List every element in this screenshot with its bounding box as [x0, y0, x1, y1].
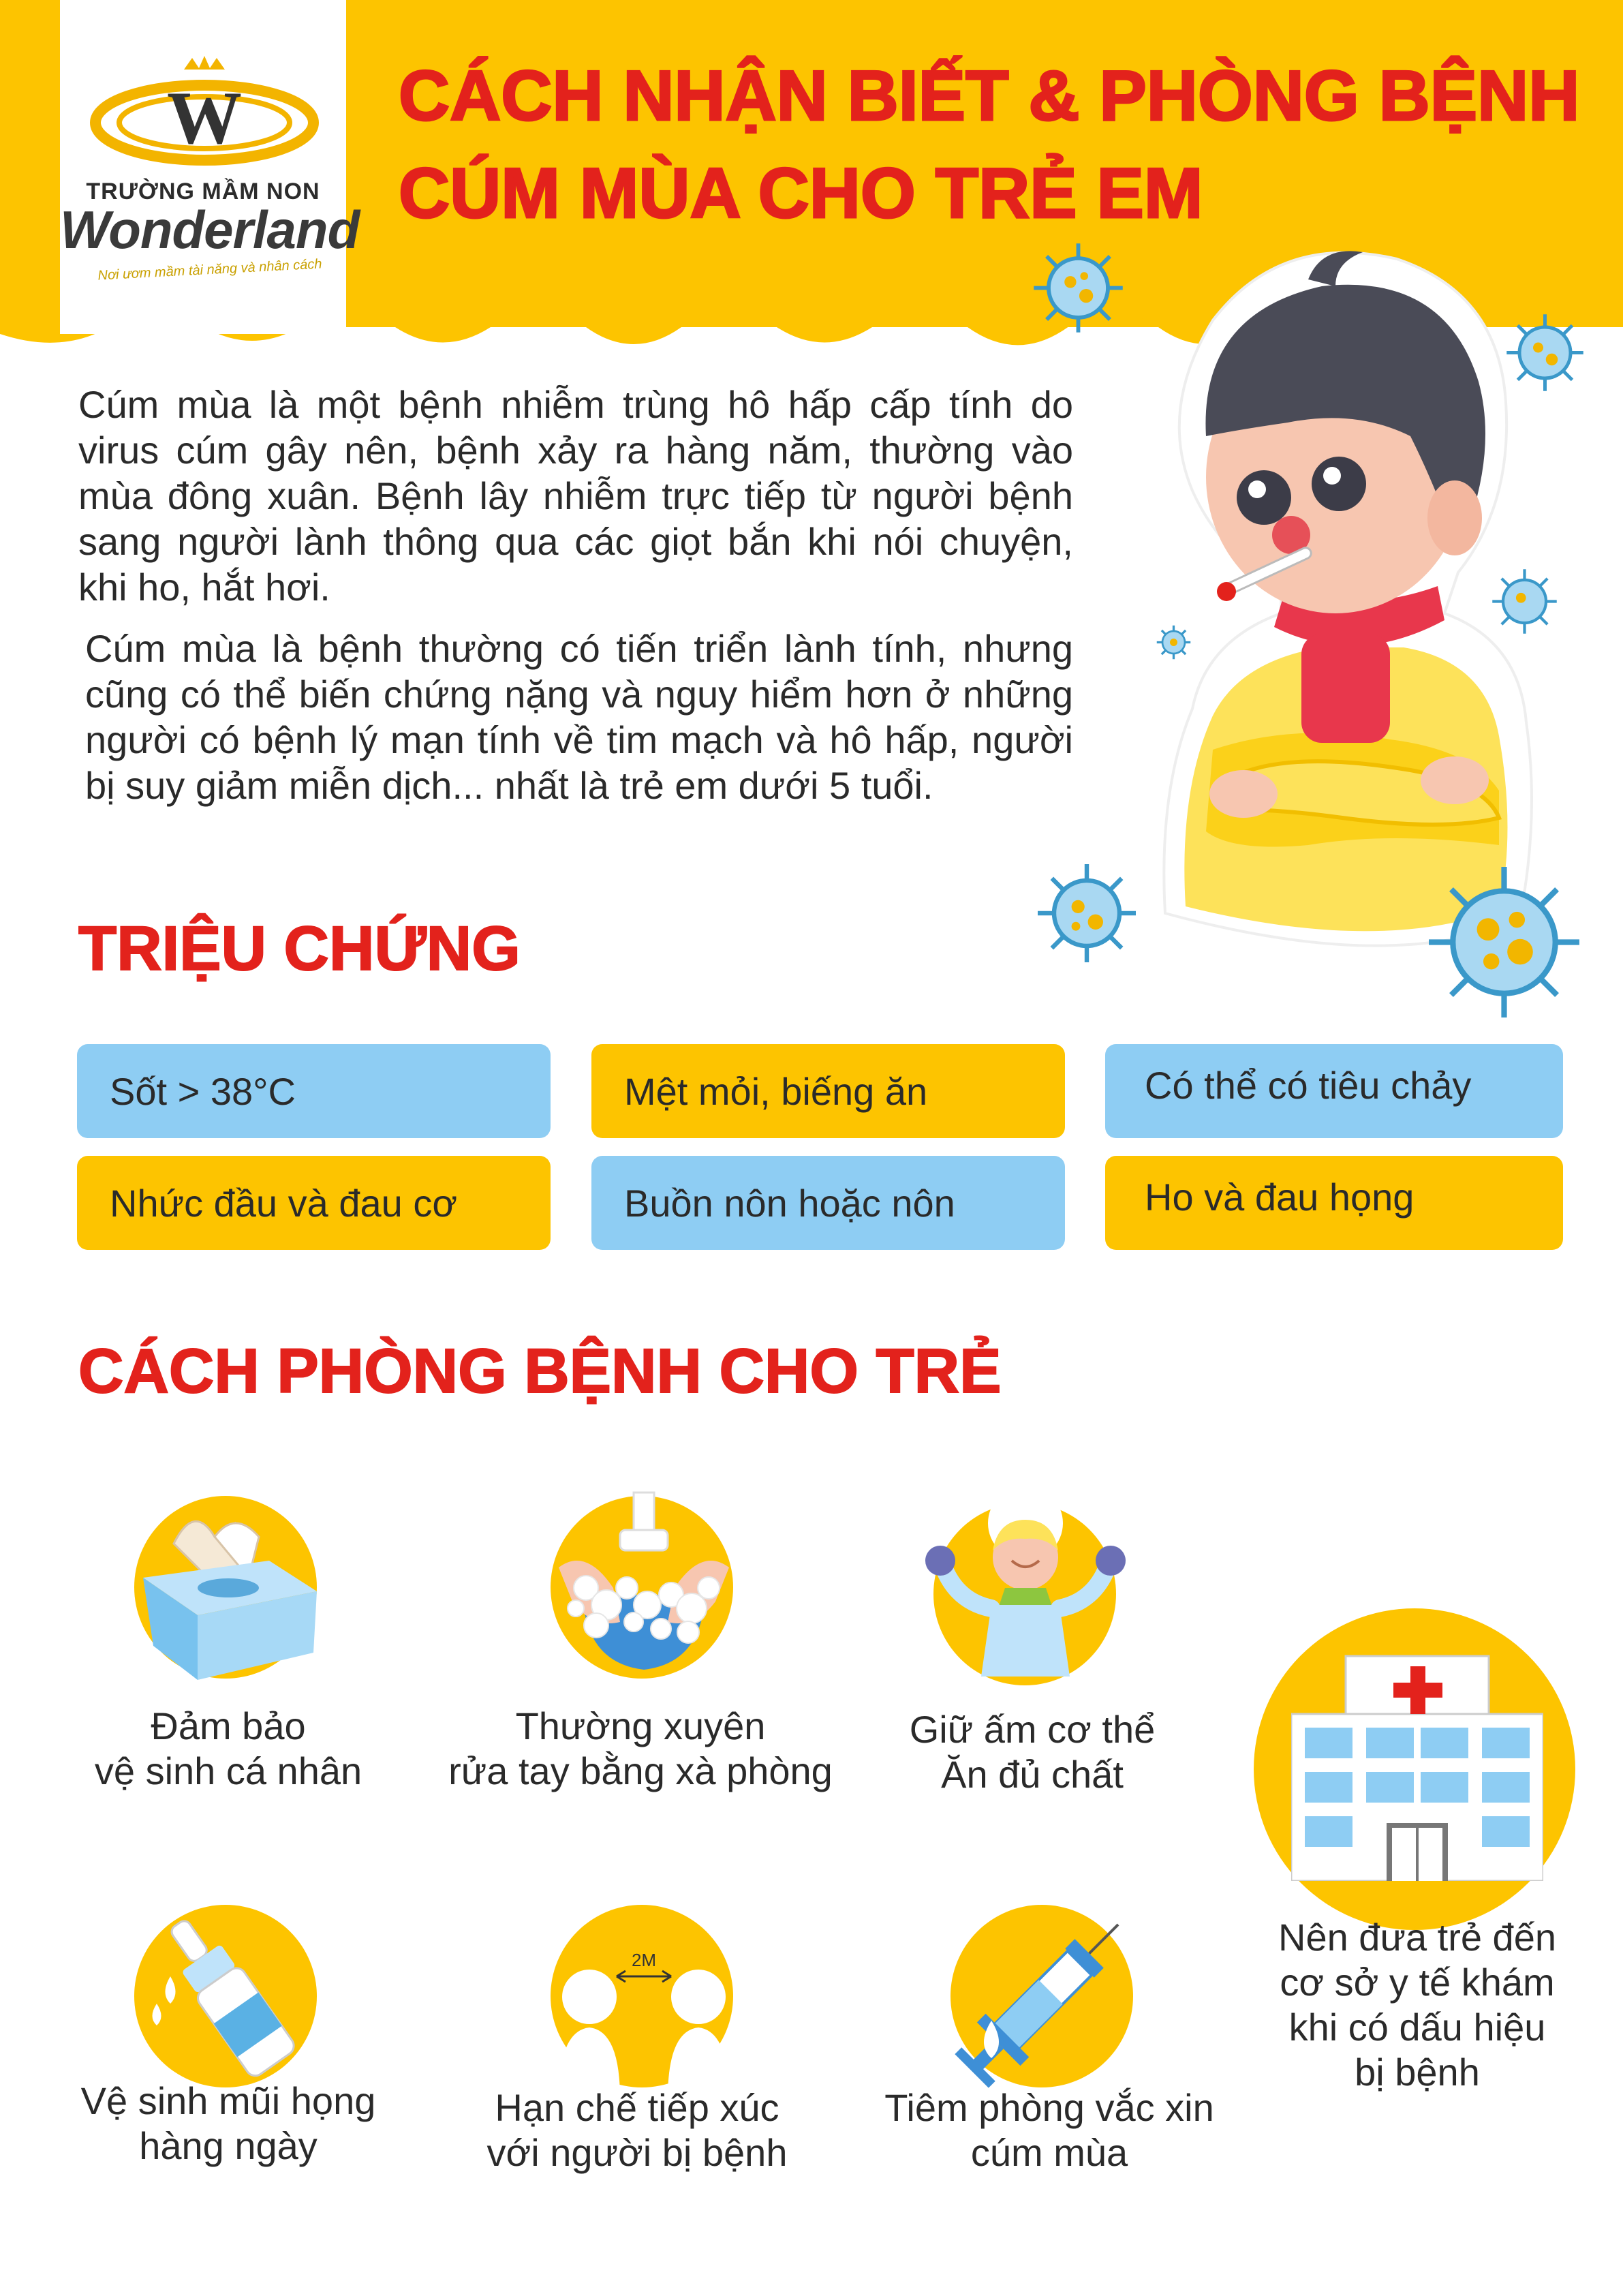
syringe-icon [944, 1888, 1148, 2106]
hospital-icon [1291, 1649, 1543, 1881]
page-title-line-2: CÚM MÙA CHO TRẺ EM [399, 154, 1203, 233]
wonderland-crest-icon [89, 55, 320, 170]
prevention-label-4: Vệ sinh mũi họng hàng ngày [80, 2079, 376, 2167]
prevention-label-3: Giữ ấm cơ thể Ăn đủ chất [909, 1708, 1156, 1796]
page-title-line-1: CÁCH NHẬN BIẾT & PHÒNG BỆNH [399, 57, 1580, 136]
virus-icon [1502, 310, 1588, 395]
svg-text:W: W [167, 76, 242, 159]
virus-icon [1424, 862, 1584, 1022]
social-distance-icon [545, 1895, 743, 2106]
virus-icon [1029, 239, 1128, 337]
symptom-pill: Sốt > 38°C [77, 1044, 551, 1138]
warm-child-icon [916, 1486, 1134, 1690]
prevention-label-7: Nên đưa trẻ đến cơ sở y tế khám khi có dấu hiệu bị bệnh [1278, 1916, 1556, 2094]
prevention-label-5: Hạn chế tiếp xúc với người bị bệnh [486, 2086, 788, 2174]
logo-slogan: Nơi ươm mầm tài năng và nhân cách [97, 256, 322, 284]
intro-paragraph-2: Cúm mùa là bệnh thường có tiến triển lành tính, nhưng cũng có thể biến chứng nặng và nguy hiểm hơn ở những người có bệnh lý mạn tính về tim mạch và hô hấp, người bị suy giảm miễn dịch... nhất là trẻ em dưới 5 tuổi. [85, 627, 1073, 807]
symptom-pill: Buồn nôn hoặc nôn [591, 1156, 1065, 1250]
distance-badge: 2M [631, 1950, 657, 1970]
symptom-pill: Có thể có tiêu chảy [1105, 1044, 1563, 1138]
virus-icon [1489, 566, 1560, 637]
prevention-title: CÁCH PHÒNG BỆNH CHO TRẺ [78, 1336, 1002, 1406]
prevention-label-1: Đảm bảo vệ sinh cá nhân [94, 1704, 362, 1792]
hand-washing-icon [545, 1486, 743, 1690]
virus-icon [1155, 624, 1192, 661]
virus-icon [1032, 859, 1141, 968]
tissue-box-icon [133, 1496, 324, 1700]
symptom-pill: Nhức đầu và đau cơ [77, 1156, 551, 1250]
prevention-label-6: Tiêm phòng vắc xin cúm mùa [884, 2086, 1214, 2174]
school-logo [60, 0, 360, 334]
logo-name: Wonderland [60, 200, 360, 260]
nasal-spray-icon [133, 1895, 324, 2099]
logo-subtitle: TRƯỜNG MẦM NON [86, 179, 320, 204]
symptom-pill: Mệt mỏi, biếng ăn [591, 1044, 1065, 1138]
symptoms-title: TRIỆU CHỨNG [78, 914, 521, 983]
symptom-pill: Ho và đau họng [1105, 1156, 1563, 1250]
prevention-label-2: Thường xuyên rửa tay bằng xà phòng [448, 1704, 833, 1792]
intro-paragraph-1: Cúm mùa là một bệnh nhiễm trùng hô hấp cấp tính do virus cúm gây nên, bệnh xảy ra hàng năm, thường vào mùa đông xuân. Bệnh lây nhiễm trực tiếp từ người bệnh sang người lành thông qua các giọt bắn khi nói chuyện, khi ho, hắt hơi. [78, 383, 1073, 609]
